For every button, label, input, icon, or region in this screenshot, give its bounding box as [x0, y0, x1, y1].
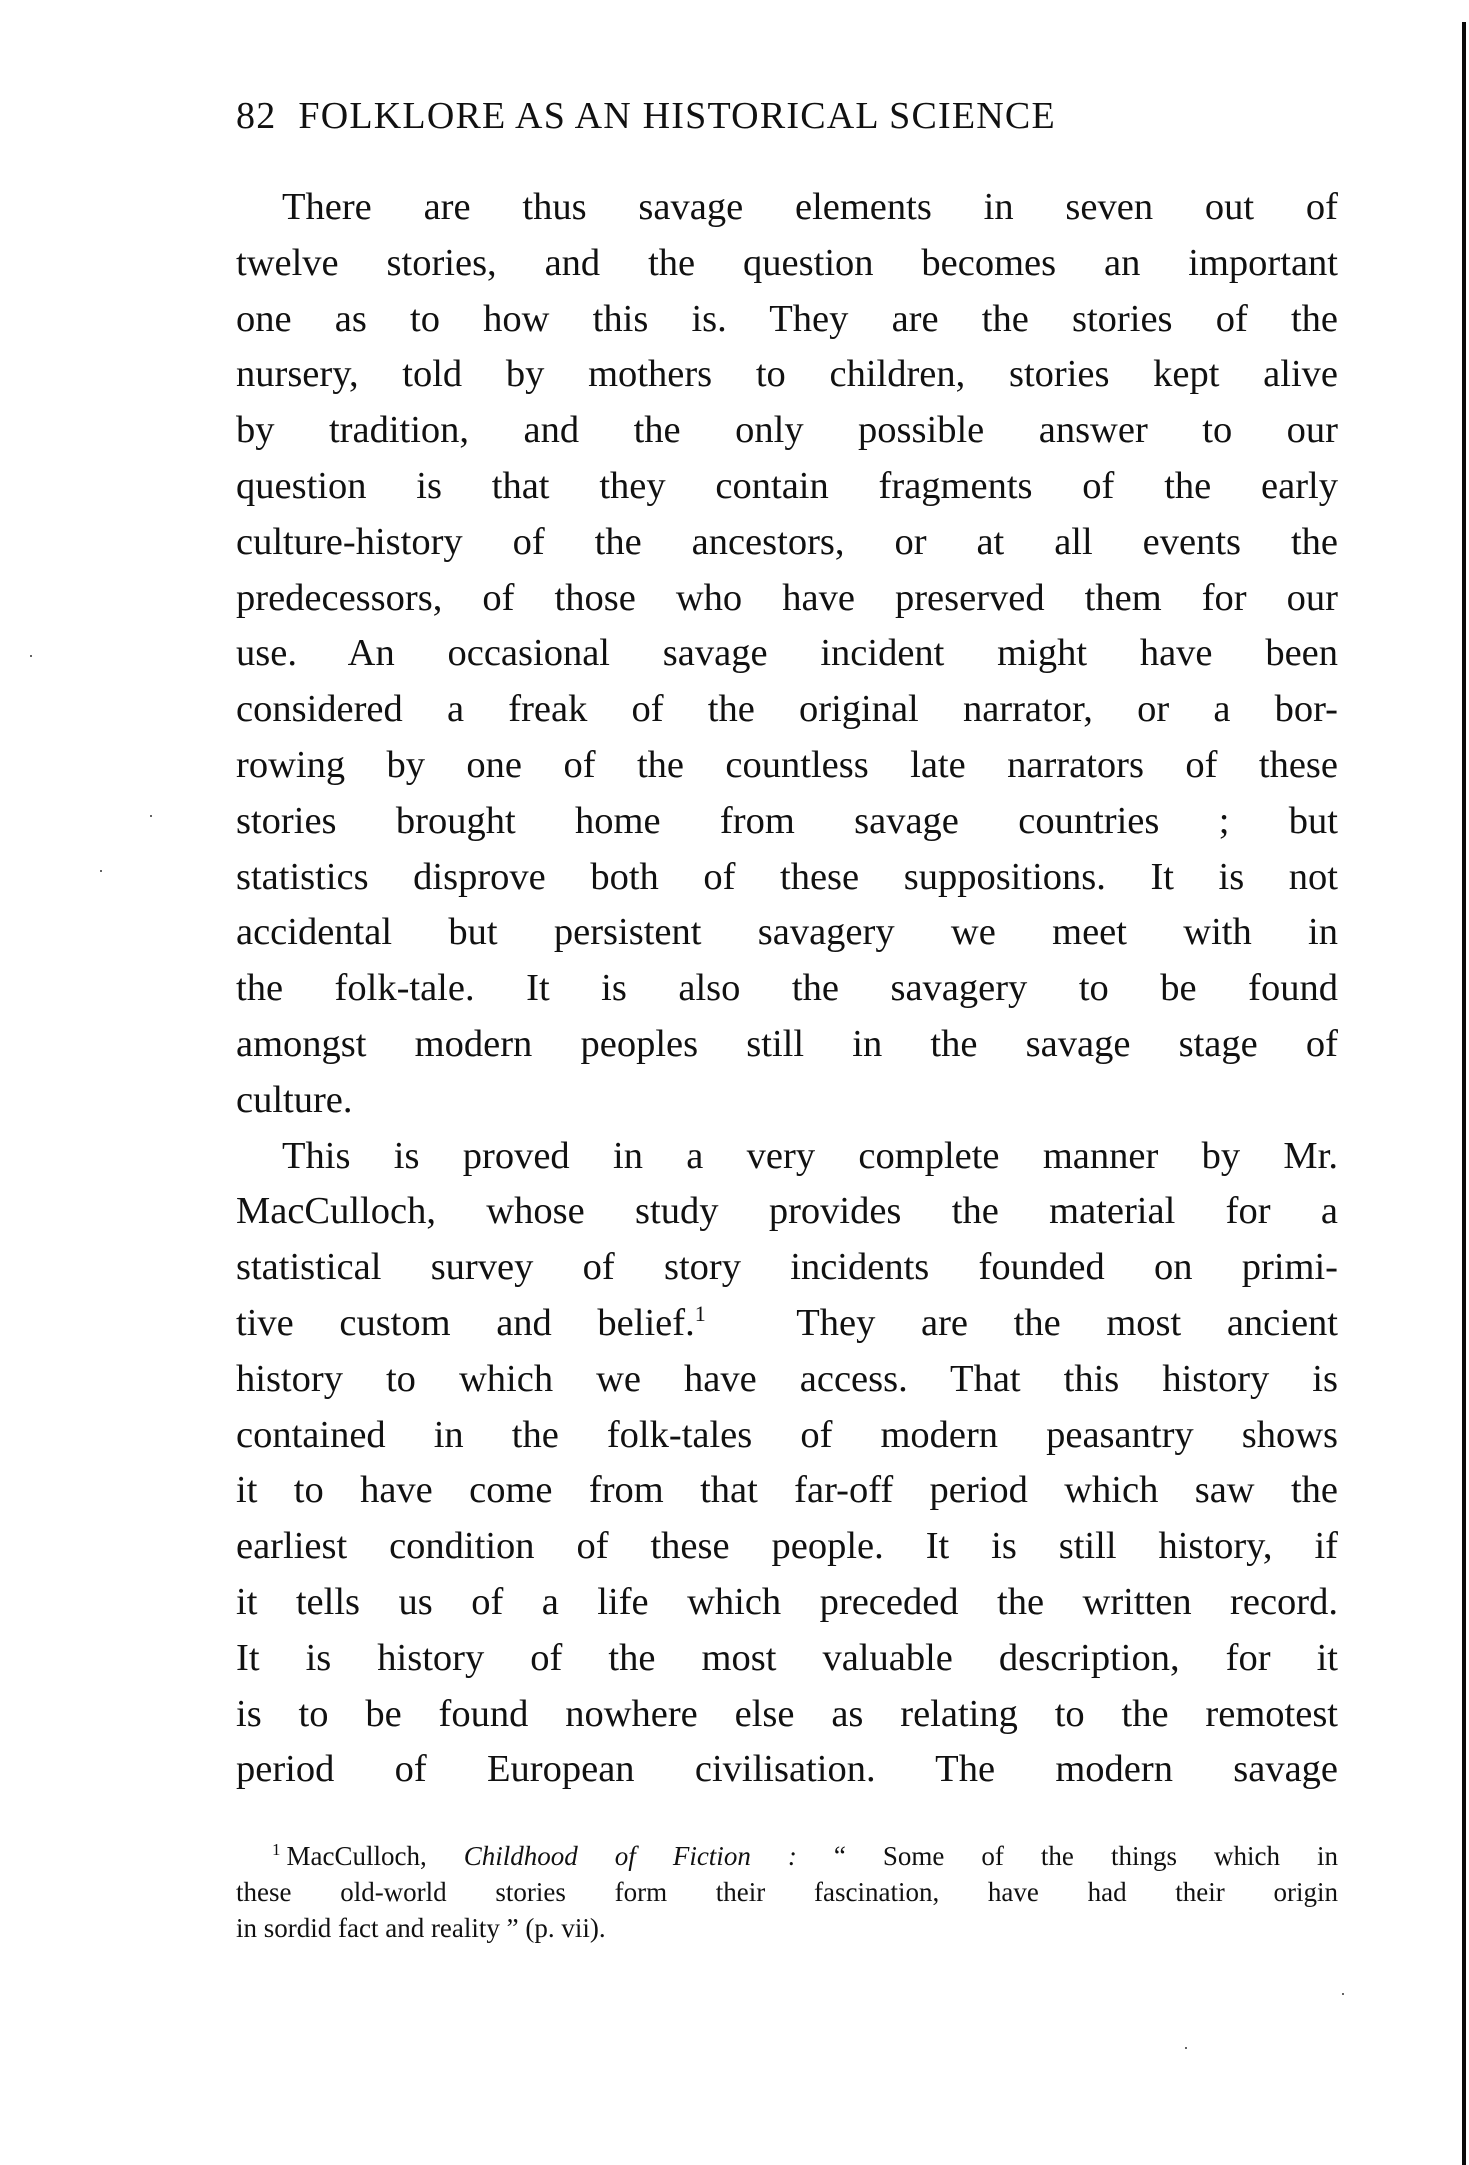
text-line: culture. — [236, 1078, 353, 1121]
page-number: 82 — [236, 95, 277, 137]
footnote-author: MacCulloch, — [286, 1841, 427, 1871]
text-line: one as to how this is. They are the stories of the — [236, 297, 1338, 340]
text-line: question is that they contain fragments of the early — [236, 464, 1338, 507]
text-line: it tells us of a life which preceded the written record. — [236, 1580, 1338, 1623]
paragraph-1 — [236, 180, 1338, 1129]
text-line: earliest condition of these people. It is still history, if — [236, 1525, 1338, 1568]
scan-speck — [100, 870, 102, 872]
text-line: culture-history of the ancestors, or at all events the — [236, 520, 1338, 563]
footnote-line: in sordid fact and reality ” (p. vii). — [236, 1913, 606, 1943]
text-line: period of European civilisation. The modern savage — [236, 1748, 1338, 1791]
body-text — [236, 180, 1338, 1798]
footnotes — [236, 1838, 1338, 1946]
text-line: stories brought home from savage countries ; but — [236, 799, 1338, 842]
running-head-title: FOLKLORE AS AN HISTORICAL SCIENCE — [298, 95, 1056, 137]
footnote-reference[interactable]: 1 — [694, 1300, 706, 1326]
text-line: by tradition, and the only possible answer to our — [236, 409, 1338, 452]
text-line: predecessors, of those who have preserved them for our — [236, 576, 1338, 619]
text-line: statistical survey of story incidents founded on primi- — [236, 1246, 1338, 1289]
footnote-line — [236, 1838, 1338, 1874]
text-line: statistics disprove both of these suppositions. It is not — [236, 855, 1338, 898]
text-line: nursery, told by mothers to children, stories kept alive — [236, 353, 1338, 396]
text-line: contained in the folk-tales of modern peasantry shows — [236, 1413, 1338, 1456]
footnote-line: these old-world stories form their fascination, have had their origin — [236, 1877, 1338, 1907]
text-line: is to be found nowhere else as relating to the remotest — [236, 1692, 1338, 1735]
scan-speck — [1185, 2047, 1187, 2049]
running-head — [236, 92, 1256, 140]
text-line: use. An occasional savage incident might have been — [236, 632, 1338, 675]
text-line: the folk-tale. It is also the savagery to be found — [236, 967, 1338, 1010]
text-line: considered a freak of the original narrator, or a bor- — [236, 688, 1338, 731]
footnote-book-title: Childhood of Fiction : — [463, 1841, 797, 1871]
page-edge-border — [1462, 22, 1466, 2165]
scan-speck — [150, 815, 152, 817]
text-segment: tive custom and belief. — [236, 1301, 695, 1344]
footnote-quote: “ Some of the things which in — [833, 1841, 1338, 1871]
scan-speck — [30, 655, 32, 657]
text-line — [236, 1352, 1338, 1408]
text-line: There are thus savage elements in seven out of — [282, 186, 1338, 228]
text-line: amongst modern peoples still in the savage stage of — [236, 1022, 1338, 1065]
text-line: MacCulloch, whose study provides the material for a — [236, 1190, 1338, 1233]
paragraph-2 — [236, 1129, 1338, 1799]
text-segment: history to which we have access. That this history is — [236, 1357, 1338, 1400]
footnote-marker: 1 — [272, 1840, 281, 1859]
text-segment: They are the most ancient — [796, 1301, 1338, 1344]
scan-speck — [1342, 1993, 1344, 1995]
text-line-with-footnote — [236, 1296, 1338, 1352]
text-line: rowing by one of the countless late narrators of these — [236, 743, 1338, 786]
text-line: accidental but persistent savagery we meet with in — [236, 911, 1338, 954]
text-line: it to have come from that far-off period which saw the — [236, 1469, 1338, 1512]
text-line: twelve stories, and the question becomes an important — [236, 241, 1338, 284]
text-line: It is history of the most valuable description, for it — [236, 1636, 1338, 1679]
text-line: This is proved in a very complete manner by Mr. — [282, 1134, 1338, 1177]
